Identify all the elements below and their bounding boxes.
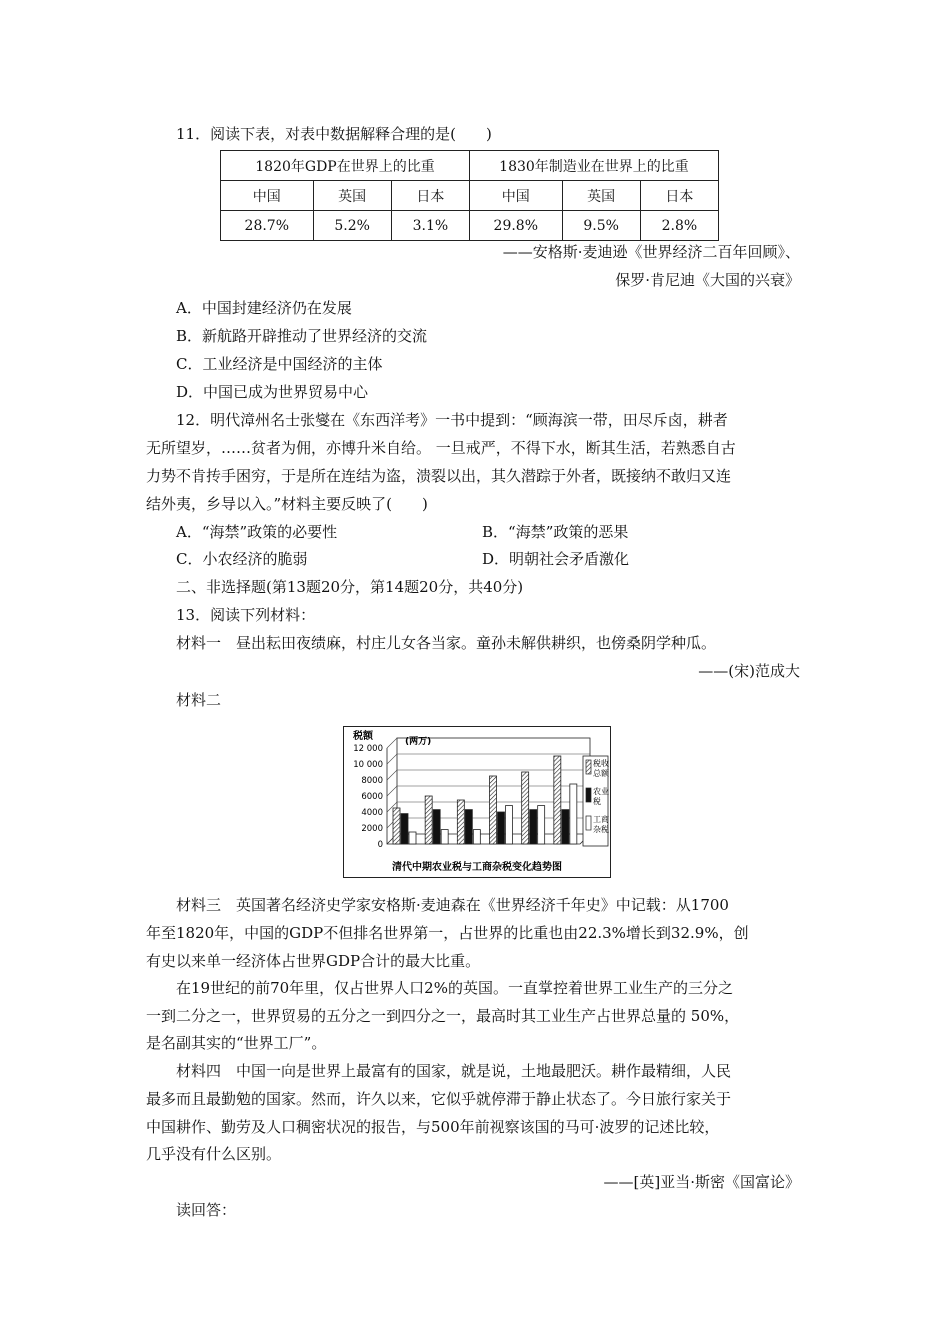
table-cell: 日本 [640, 181, 718, 211]
chart-y-tick-label: 8000 [361, 776, 383, 786]
q12-option-c: C．小农经济的脆弱 [176, 550, 308, 568]
table-cell: 英国 [313, 181, 391, 211]
chart-legend-label: 杂税 [593, 825, 609, 834]
gdp-table [220, 150, 719, 241]
q12-line: 无所望岁，……贫者为佣，亦博升米自给。 一旦戒严，不得下水，断其生活，若熟悉自古 [146, 439, 736, 457]
table-cell: 3.1% [391, 211, 469, 241]
chart-bar-0-1 [425, 796, 432, 844]
chart-bar-1-4 [530, 810, 537, 844]
chart-legend-swatch-0 [586, 760, 591, 774]
material-3b-line: 一到二分之一，世界贸易的五分之一到四分之一，最高时其工业生产占世界总量的 50%， [146, 1007, 740, 1025]
chart-y-tick-label: 10 000 [353, 760, 383, 770]
chart-bar-1-2 [465, 810, 472, 844]
chart-y-axis-title: 税额 [353, 731, 373, 742]
table-cell: 中国 [221, 181, 314, 211]
material-4-source: ——[英]亚当·斯密《国富论》 [603, 1173, 800, 1191]
chart-legend-label: 农业 [593, 787, 609, 796]
chart-legend-swatch-1 [586, 788, 591, 802]
q11-option-c: C．工业经济是中国经济的主体 [176, 355, 383, 373]
q11-option-d: D．中国已成为世界贸易中心 [176, 383, 369, 401]
chart-bar-2-5 [570, 784, 577, 844]
material-3b-line: 在19世纪的前70年里，仅占世界人口2%的英国。一直掌控着世界工业生产的三分之 [176, 979, 733, 997]
chart-y-tick-label: 4000 [361, 808, 383, 818]
ask-line: 读回答： [176, 1201, 237, 1219]
material-3-line: 材料三 英国著名经济史学家安格斯·麦迪森在《世界经济千年史》中记载：从1700 [176, 896, 729, 914]
section-heading: 二、非选择题(第13题20分，第14题20分，共40分) [176, 578, 524, 596]
q11-stem: 11．阅读下表，对表中数据解释合理的是( ) [176, 125, 492, 143]
table-cell: 29.8% [470, 211, 563, 241]
chart-bar-0-5 [554, 756, 561, 844]
q12-option-b: B．“海禁”政策的恶果 [482, 523, 629, 541]
chart-unit-label: (两万) [405, 737, 432, 747]
material-1-source: ——(宋)范成大 [698, 662, 800, 680]
q12-line: 力势不肯抟手困穷，于是所在连结为盗，溃裂以出，其久潜踪于外者，既接纳不敢归又连 [146, 467, 732, 485]
chart-bar-1-0 [401, 814, 408, 844]
material-4-line: 材料四 中国一向是世界上最富有的国家，就是说，土地最肥沃。耕作最精细，人民 [176, 1062, 732, 1080]
chart-bar-2-3 [506, 806, 513, 844]
chart-y-tick-label: 0 [377, 840, 383, 850]
material-3-line: 有史以来单一经济体占世界GDP合计的最大比重。 [146, 952, 481, 970]
table-cell: 中国 [470, 181, 563, 211]
material-1: 材料一 昼出耘田夜绩麻，村庄儿女各当家。童孙未解供耕织，也傍桑阴学种瓜。 [176, 634, 717, 652]
chart-legend-label: 工商 [593, 815, 609, 824]
table-cell: 9.5% [562, 211, 640, 241]
q12-line: 12．明代漳州名士张燮在《东西洋考》一书中提到：“顾海滨一带，田尽斥卤，耕者 [176, 411, 728, 429]
q11-source-2: 保罗·肯尼迪《大国的兴衰》 [615, 271, 800, 289]
table-cell: 2.8% [640, 211, 718, 241]
material-4-line: 几乎没有什么区别。 [146, 1145, 282, 1163]
table-cell: 日本 [391, 181, 469, 211]
q11-option-b: B．新航路开辟推动了世界经济的交流 [176, 327, 428, 345]
q12-line: 结外夷，乡导以入。”材料主要反映了( ) [146, 495, 428, 513]
q13-stem: 13．阅读下列材料： [176, 606, 316, 624]
material-3-line: 年至1820年，中国的GDP不但排名世界第一，占世界的比重也由22.3%增长到32.9%，创 [146, 924, 749, 942]
chart-legend-label: 税收 [593, 759, 609, 768]
chart-bar-2-0 [409, 832, 416, 844]
q11-option-a: A．中国封建经济仍在发展 [176, 299, 352, 317]
chart-y-tick-label: 6000 [361, 792, 383, 802]
chart-legend-label: 税 [593, 797, 601, 806]
chart-bar-0-2 [457, 800, 464, 844]
chart-bar-0-4 [522, 772, 529, 844]
table-cell: 英国 [562, 181, 640, 211]
material-4-line: 最多而且最勤勉的国家。然而，许久以来，它似乎就停滞于静止状态了。今日旅行家关于 [146, 1090, 732, 1108]
chart-bar-2-1 [441, 830, 448, 844]
table-header-1820: 1820年GDP在世界上的比重 [221, 151, 470, 181]
chart-y-tick-label: 2000 [361, 824, 383, 834]
chart-bar-2-2 [473, 830, 480, 844]
chart-bar-0-3 [490, 776, 497, 844]
chart-bar-2-4 [538, 806, 545, 844]
material-2-label: 材料二 [176, 691, 222, 709]
chart-legend-swatch-2 [586, 816, 591, 830]
q11-source-1: ——安格斯·麦迪逊《世界经济二百年回顾》、 [502, 243, 800, 261]
table-cell: 28.7% [221, 211, 314, 241]
chart-y-tick-label: 12 000 [353, 744, 383, 754]
chart-bar-1-1 [433, 810, 440, 844]
q12-option-d: D．明朝社会矛盾激化 [482, 550, 630, 568]
chart-legend-label: 总额 [593, 769, 609, 778]
tax-chart [343, 726, 611, 878]
table-cell: 5.2% [313, 211, 391, 241]
chart-bar-1-3 [498, 812, 505, 844]
table-header-1830: 1830年制造业在世界上的比重 [470, 151, 719, 181]
chart-bar-1-5 [562, 810, 569, 844]
q12-option-a: A．“海禁”政策的必要性 [176, 523, 338, 541]
chart-bar-0-0 [393, 808, 400, 844]
chart-title: 清代中期农业税与工商杂税变化趋势图 [392, 862, 562, 873]
material-4-line: 中国耕作、勤劳及人口稠密状况的报告，与500年前视察该国的马可·波罗的记述比较， [146, 1118, 720, 1136]
material-3b-line: 是名副其实的“世界工厂”。 [146, 1034, 327, 1052]
